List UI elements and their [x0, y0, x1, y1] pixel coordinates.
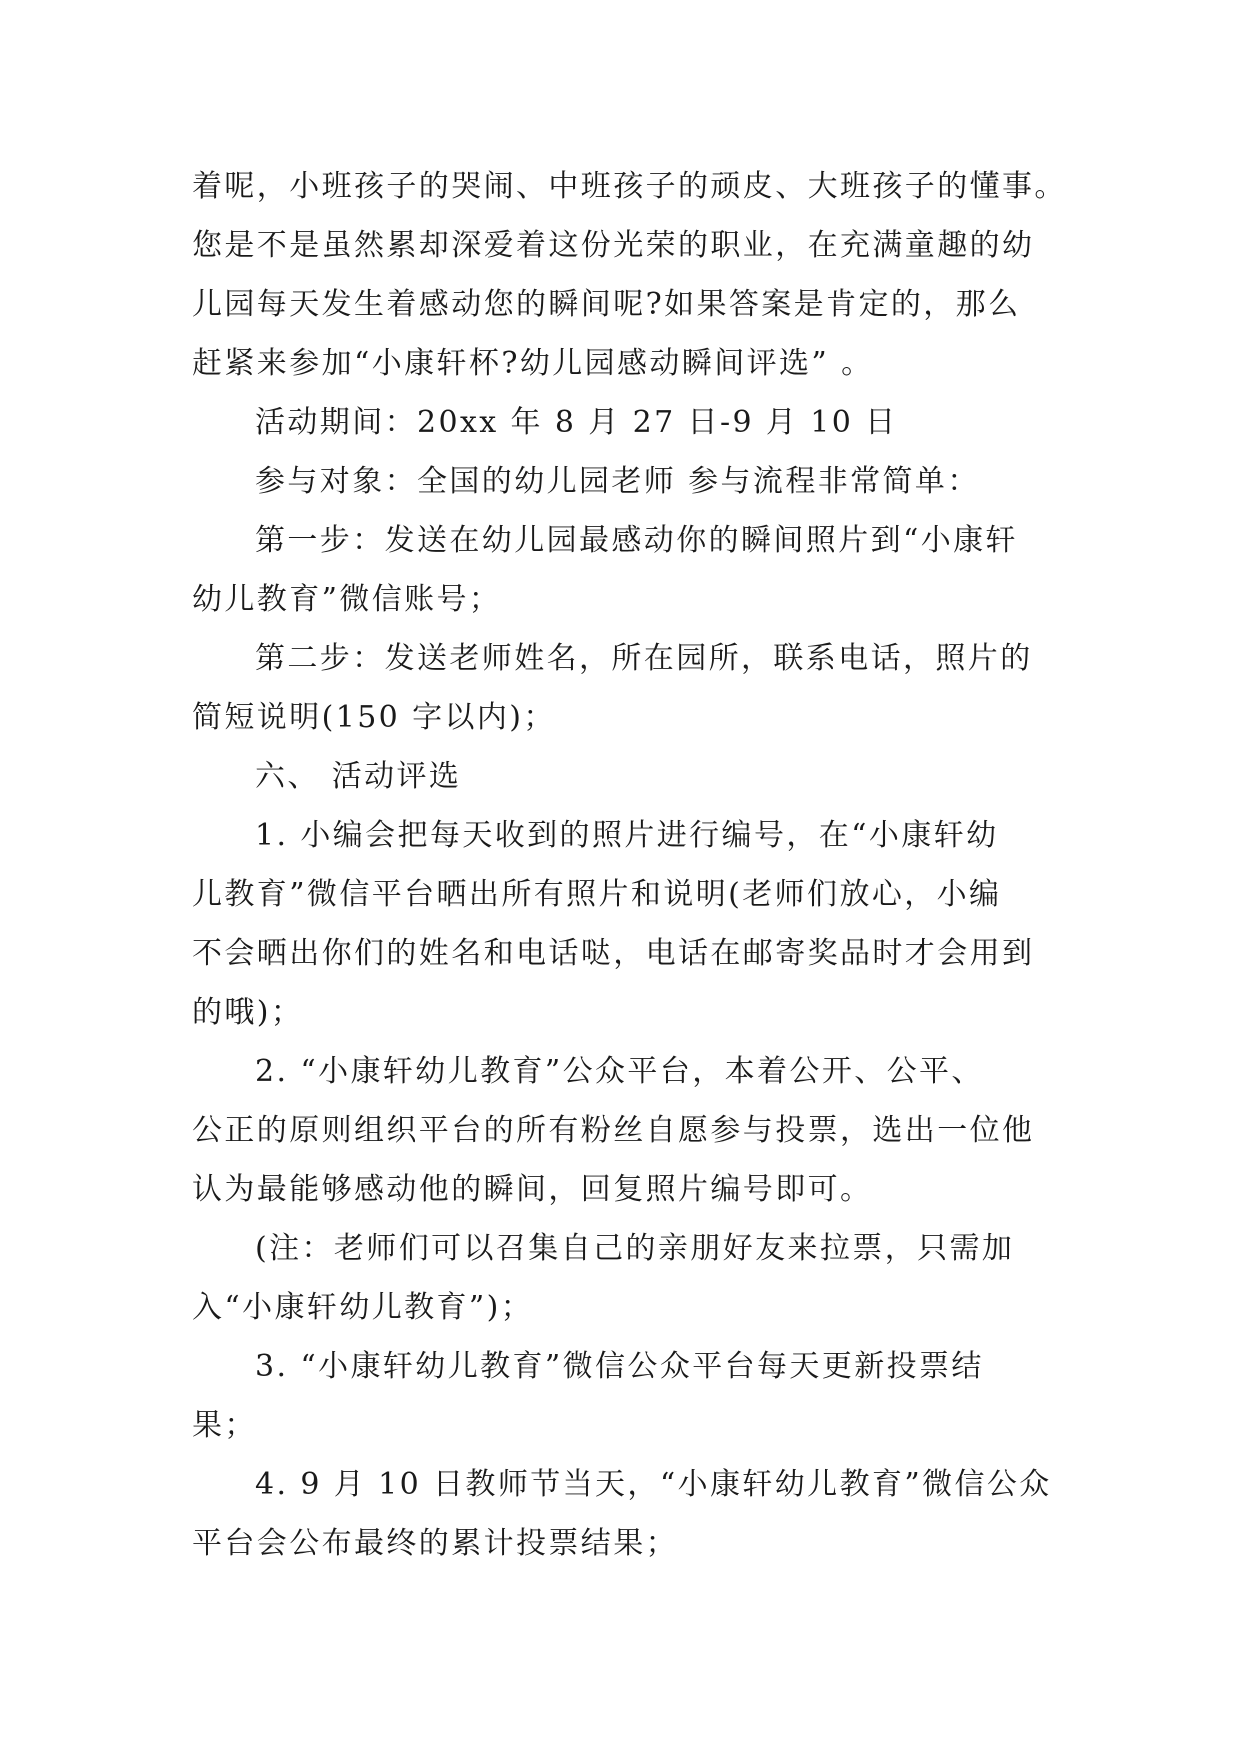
section-heading-six [192, 747, 1052, 806]
paragraph-step-one [192, 511, 1052, 629]
text-line: 您是不是虽然累却深爱着这份光荣的职业，在充满童趣的幼 [192, 228, 1035, 263]
text-line: 认为最能够感动他的瞬间，回复照片编号即可。 [192, 1172, 873, 1207]
text-line: 3. “小康轩幼儿教育”微信公众平台每天更新投票结 [255, 1349, 984, 1384]
paragraph-activity-period [192, 393, 1052, 452]
text-line: 简短说明(150 字以内)； [192, 700, 556, 735]
paragraph-item-two [192, 1042, 1052, 1219]
text-line: (注：老师们可以召集自己的亲朋好友来拉票，只需加 [255, 1231, 1015, 1266]
text-line: 公正的原则组织平台的所有粉丝自愿参与投票，选出一位他 [192, 1113, 1035, 1148]
paragraph-step-two [192, 629, 1052, 747]
document-body [192, 157, 1067, 1573]
text-line: 第一步：发送在幼儿园最感动你的瞬间照片到“小康轩 [255, 523, 1018, 558]
text-line: 六、 活动评选 [255, 759, 462, 794]
paragraph-intro [192, 157, 1067, 393]
text-line: 着呢，小班孩子的哭闹、中班孩子的顽皮、大班孩子的懂事。 [192, 169, 1067, 204]
text-line: 4. 9 月 10 日教师节当天，“小康轩幼儿教育”微信公众 [255, 1467, 1052, 1502]
paragraph-item-three [192, 1337, 1052, 1455]
text-line: 入“小康轩幼儿教育”)； [192, 1290, 534, 1325]
text-line: 2. “小康轩幼儿教育”公众平台，本着公开、公平、 [255, 1054, 984, 1089]
text-line: 儿园每天发生着感动您的瞬间呢?如果答案是肯定的，那么 [192, 287, 1021, 322]
paragraph-item-four [192, 1455, 1052, 1573]
text-line: 活动期间：20xx 年 8 月 27 日-9 月 10 日 [255, 405, 898, 440]
text-line: 儿教育”微信平台晒出所有照片和说明(老师们放心，小编 [192, 877, 1002, 912]
text-line: 平台会公布最终的累计投票结果； [192, 1526, 678, 1561]
text-line: 的哦)； [192, 995, 304, 1030]
text-line: 参与对象：全国的幼儿园老师 参与流程非常简单： [255, 464, 980, 499]
paragraph-note [192, 1219, 1052, 1337]
text-line: 不会晒出你们的姓名和电话哒，电话在邮寄奖品时才会用到 [192, 936, 1035, 971]
text-line: 第二步：发送老师姓名，所在园所，联系电话，照片的 [255, 641, 1033, 676]
text-line: 1. 小编会把每天收到的照片进行编号，在“小康轩幼 [255, 818, 999, 853]
paragraph-item-one [192, 806, 1052, 1042]
text-line: 果； [192, 1408, 257, 1443]
text-line: 幼儿教育”微信账号； [192, 582, 502, 617]
paragraph-participants [192, 452, 1052, 511]
text-line: 赶紧来参加“小康轩杯?幼儿园感动瞬间评选” 。 [192, 346, 874, 381]
